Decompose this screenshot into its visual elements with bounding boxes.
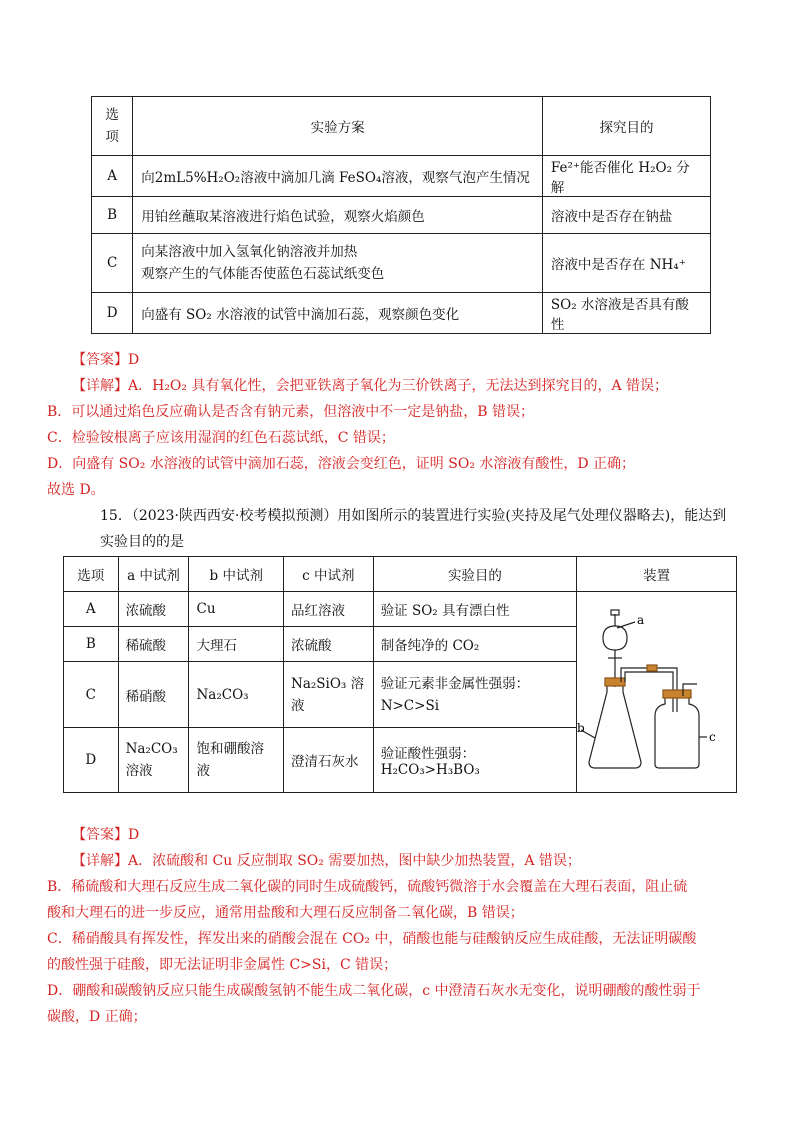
detail-line: C．稀硝酸具有挥发性，挥发出来的硝酸会混在 CO₂ 中，硝酸也能与硅酸钠反应生成硅酸，无法证明碳酸 (47, 931, 697, 947)
row-purpose (373, 662, 577, 727)
row-a (118, 727, 189, 792)
row-b: 大理石 (189, 627, 284, 662)
detail-text: A．H₂O₂ 具有氧化性，会把亚铁离子氧化为三价铁离子，无法达到探究目的，A 错误； (128, 378, 669, 394)
detail-line: B．可以通过焰色反应确认是否含有钠元素，但溶液中不一定是钠盐，B 错误； (47, 404, 535, 420)
row-option: A (92, 156, 133, 197)
detail-line: 酸和大理石的进一步反应，通常用盐酸和大理石反应制备二氧化碳，B 错误； (47, 905, 524, 921)
answer-line (72, 347, 668, 373)
row-plan: 向盛有 SO₂ 水溶液的试管中滴加石蕊，观察颜色变化 (133, 293, 543, 334)
detail-line: 故选 D。 (47, 482, 105, 498)
bottle-stopper (663, 690, 691, 698)
table-row (92, 234, 711, 293)
detail-line: 的酸性强于硅酸，即无法证明非金属性 C>Si，C 错误； (47, 957, 398, 973)
row-plan: 用铂丝蘸取某溶液进行焰色试验，观察火焰颜色 (133, 197, 543, 234)
row-c: 品红溶液 (284, 592, 374, 627)
row-purpose: SO₂ 水溶液是否具有酸性 (542, 293, 710, 334)
header-a: a 中试剂 (118, 557, 189, 592)
detail-line: D．向盛有 SO₂ 水溶液的试管中滴加石蕊，溶液会变红色，证明 SO₂ 水溶液有酸性，D 正确； (47, 456, 636, 472)
table-row (92, 156, 711, 197)
question-15: 15．（2023·陕西西安·校考模拟预测）用如图所示的装置进行实验(夹持及尾气处理仪器略去)，能达到实验目的的是 (100, 508, 727, 550)
row-a: 浓硫酸 (118, 592, 189, 627)
row-option: B (64, 627, 119, 662)
row-option: A (64, 592, 119, 627)
row-purpose-line: N>C>Si (380, 697, 440, 714)
header-option-1: 选 (105, 107, 119, 123)
header-purpose: 探究目的 (542, 97, 710, 156)
conical-flask (589, 680, 641, 768)
tube-joint (647, 665, 657, 671)
answer-value: D (128, 827, 140, 843)
detail-text: A．浓硫酸和 Cu 反应制取 SO₂ 需要加热，图中缺少加热装置，A 错误； (128, 853, 581, 869)
label-a-leader (617, 622, 635, 628)
header-plan: 实验方案 (133, 97, 543, 156)
row-option: B (92, 197, 133, 234)
label-c: c (709, 730, 716, 744)
answer-14 (47, 347, 669, 503)
experiment-table-14 (91, 96, 711, 334)
header-apparatus: 装置 (577, 557, 737, 592)
label-b: b (577, 721, 585, 735)
detail-line: C．检验铵根离子应该用湿润的红色石蕊试纸，C 错误； (47, 430, 395, 446)
row-plan-line: 向某溶液中加入氢氧化钠溶液并加热 (141, 244, 358, 260)
row-b (189, 727, 284, 792)
detail-tag: 【详解】 (72, 853, 128, 869)
row-a-line: 溶液 (125, 762, 153, 779)
row-a-line: Na₂CO₃ (125, 740, 178, 757)
answer-value: D (128, 352, 140, 368)
apparatus-diagram (577, 592, 722, 792)
header-purpose: 实验目的 (373, 557, 577, 592)
row-purpose: Fe²⁺能否催化 H₂O₂ 分解 (542, 156, 710, 197)
row-option: C (64, 662, 119, 727)
row-c-line: Na₂SiO₃ 溶 (291, 675, 365, 692)
detail-line (72, 373, 668, 399)
table-row (92, 293, 711, 334)
row-a: 稀硝酸 (118, 662, 189, 727)
row-b-line: 饱和硼酸溶 (196, 740, 264, 757)
funnel-bulb (603, 626, 627, 650)
header-option: 选项 (64, 557, 119, 592)
experiment-table-15 (63, 556, 737, 793)
header-c: c 中试剂 (284, 557, 374, 592)
header-b: b 中试剂 (189, 557, 284, 592)
label-a: a (637, 613, 645, 627)
detail-line: D．硼酸和碳酸钠反应只能生成碳酸氢钠不能生成二氧化碳，c 中澄清石灰水无变化，说明硼酸的酸性弱于 (47, 983, 701, 999)
row-option: D (64, 727, 119, 792)
answer-tag: 【答案】 (72, 352, 128, 368)
header-option (92, 97, 133, 156)
table-row (64, 592, 737, 627)
answer-line (72, 822, 701, 848)
row-b-line: 液 (196, 762, 210, 779)
row-c (284, 662, 374, 727)
row-a: 稀硫酸 (118, 627, 189, 662)
row-purpose: 制备纯净的 CO₂ (373, 627, 577, 662)
flask-stopper (605, 678, 625, 686)
row-purpose: 验证 SO₂ 具有漂白性 (373, 592, 577, 627)
row-option: C (92, 234, 133, 293)
row-plan (133, 234, 543, 293)
row-c-line: 液 (291, 697, 305, 714)
row-b: Cu (189, 592, 284, 627)
answer-tag: 【答案】 (72, 827, 128, 843)
table-row (92, 197, 711, 234)
detail-line (72, 848, 701, 874)
row-purpose: 溶液中是否存在钠盐 (542, 197, 710, 234)
row-purpose: 溶液中是否存在 NH₄⁺ (542, 234, 710, 293)
row-b: Na₂CO₃ (189, 662, 284, 727)
answer-15 (47, 822, 701, 1030)
row-c: 浓硫酸 (284, 627, 374, 662)
row-c: 澄清石灰水 (284, 727, 374, 792)
row-plan-line: 观察产生的气体能否使蓝色石蕊试纸变色 (141, 266, 385, 282)
row-purpose-line: 验证元素非金属性强弱： (380, 675, 530, 692)
detail-line: 碳酸，D 正确； (47, 1009, 147, 1025)
row-option: D (92, 293, 133, 334)
header-option-2: 项 (105, 129, 119, 145)
detail-line: B．稀硫酸和大理石反应生成二氧化碳的同时生成硫酸钙，硫酸钙微溶于水会覆盖在大理石表面，阻止硫 (47, 879, 688, 895)
row-plan: 向2mL5%H₂O₂溶液中滴加几滴 FeSO₄溶液，观察气泡产生情况 (133, 156, 543, 197)
apparatus-cell (577, 592, 737, 793)
detail-tag: 【详解】 (72, 378, 128, 394)
row-purpose: 验证酸性强弱：H₂CO₃>H₃BO₃ (373, 727, 577, 792)
